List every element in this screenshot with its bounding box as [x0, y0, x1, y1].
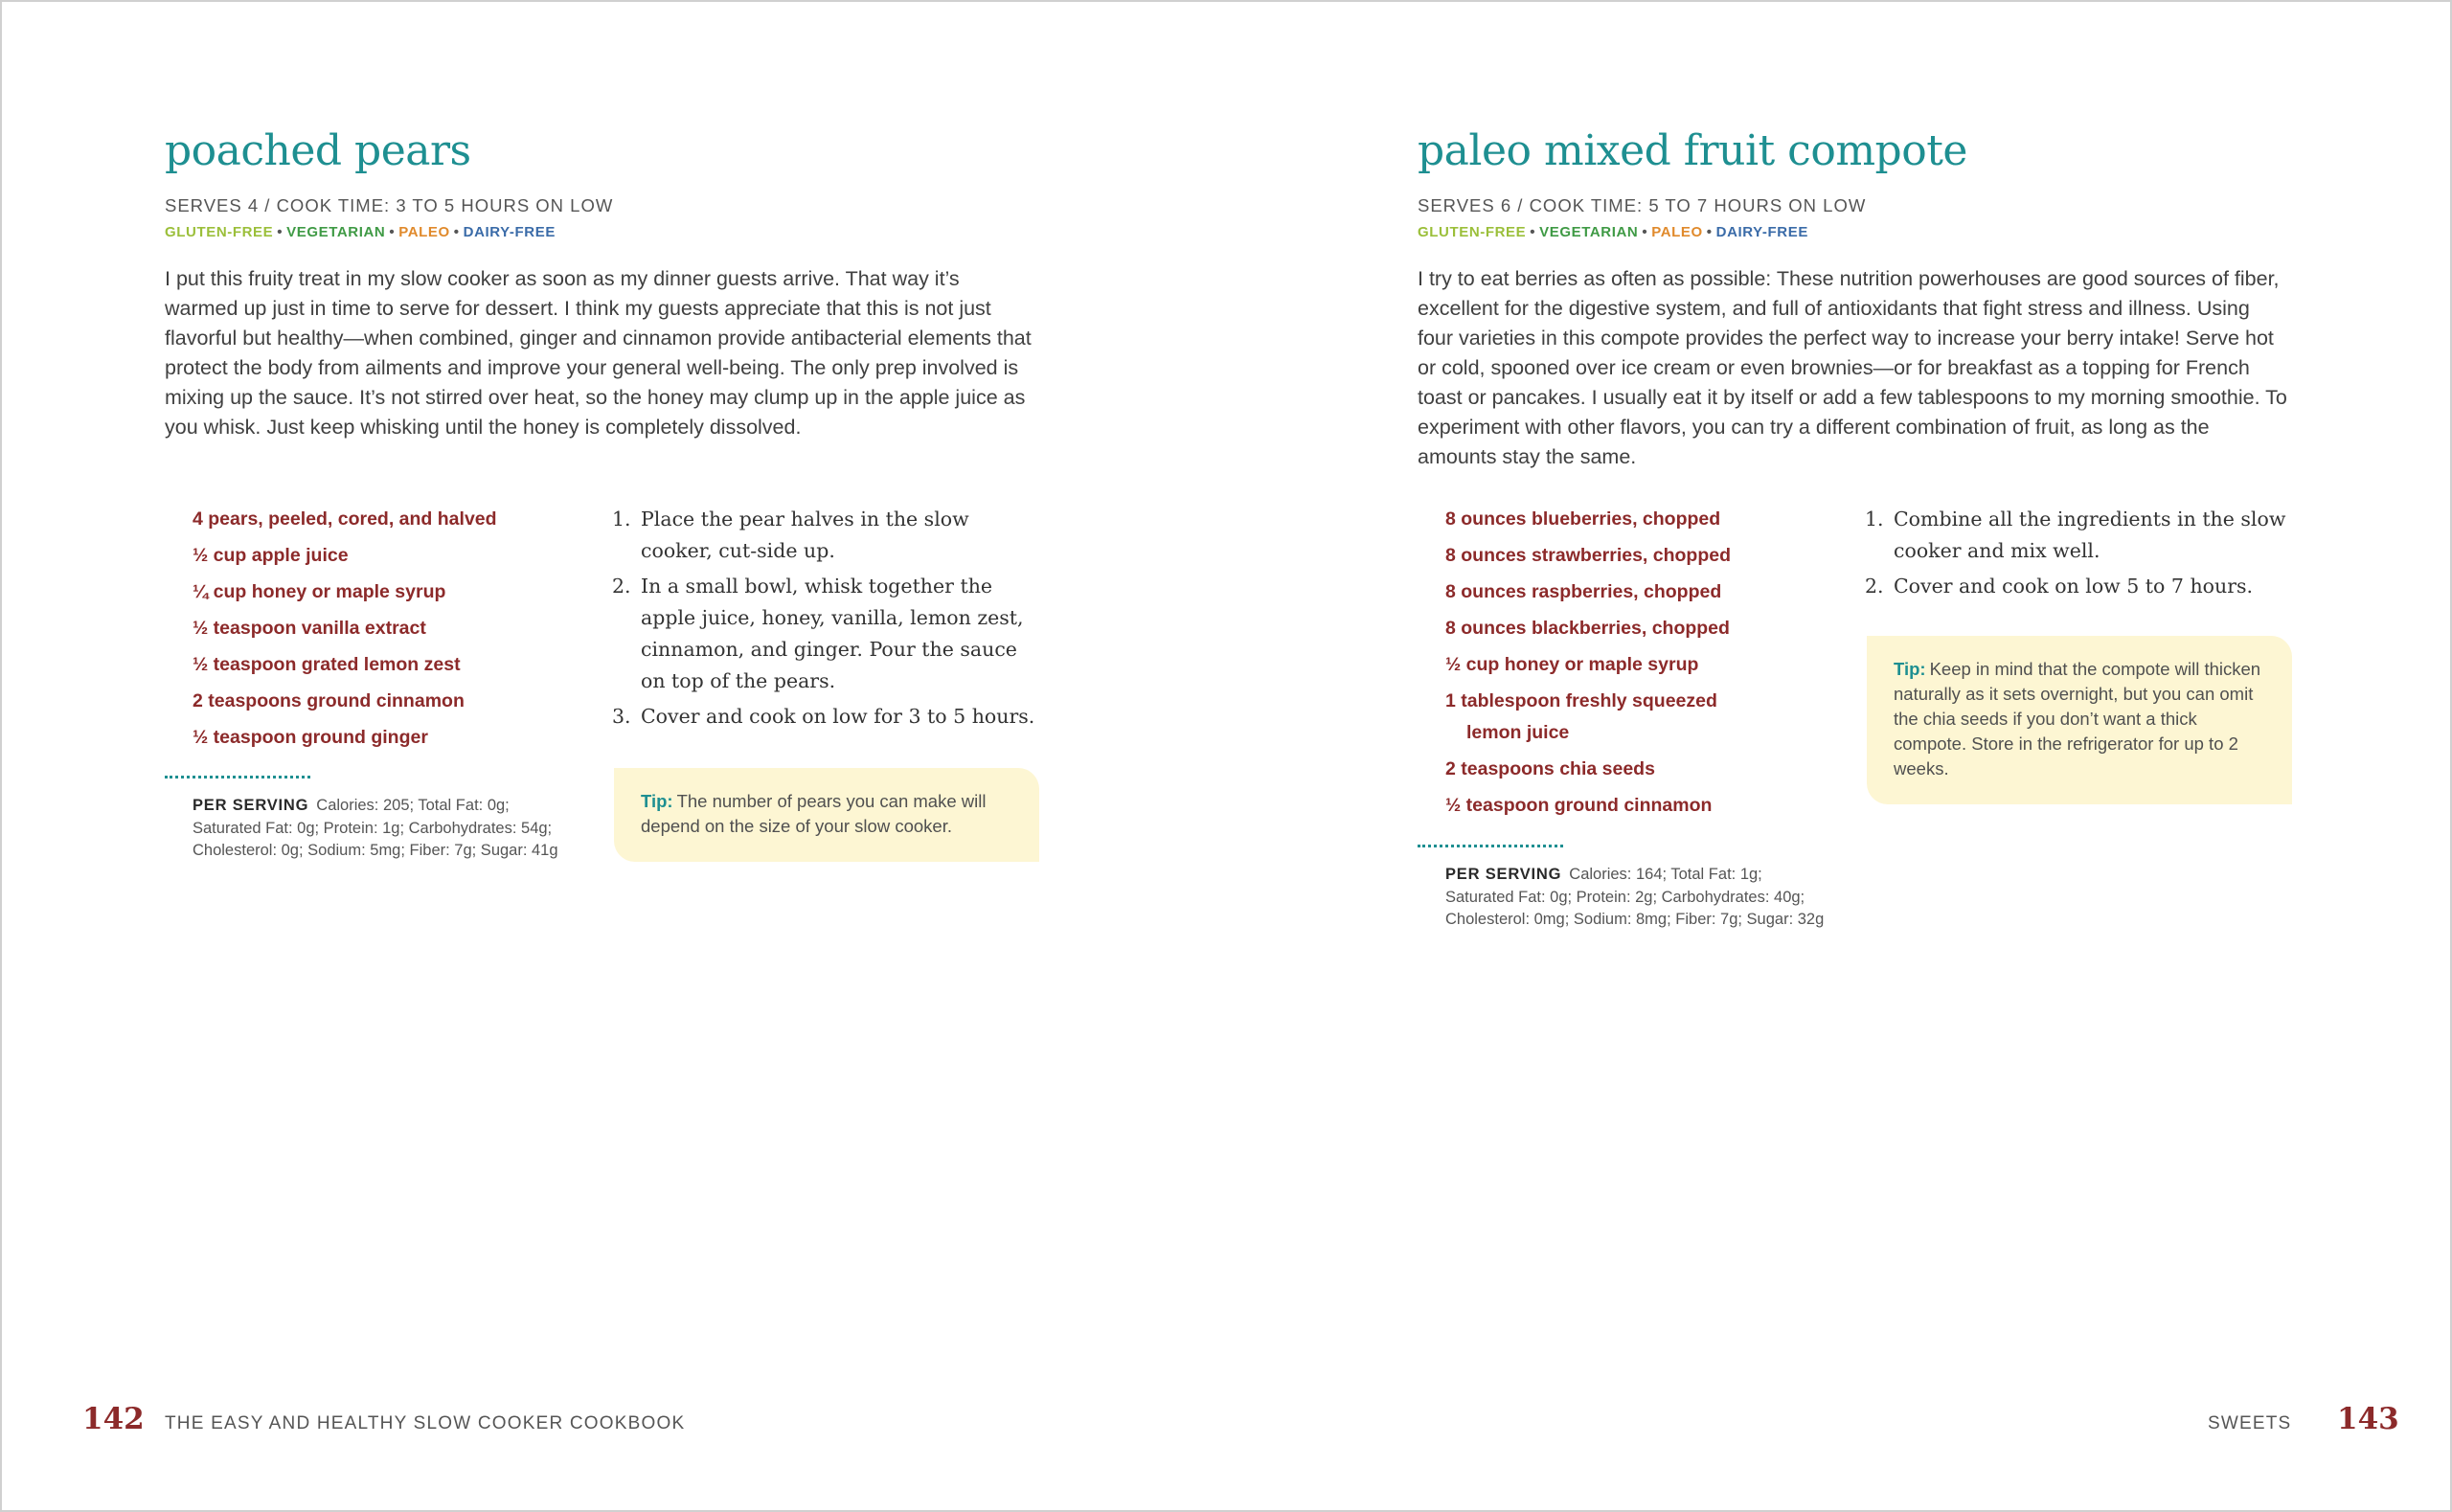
nutrition-info [193, 795, 576, 863]
nutrition-info [1445, 864, 1828, 932]
ingredient-item: ½ cup apple juice [193, 545, 349, 566]
tip-label: Tip: [1894, 659, 1926, 679]
tip-text: Keep in mind that the compote will thicken naturally as it sets overnight, but you can omit the chia seeds if you don’t want a thick compote. Store in the refrigerator for up to 2 weeks. [1894, 659, 2261, 779]
diet-tags: GLUTEN-FREE • VEGETARIAN • PALEO • DAIRY-FREE [165, 224, 556, 240]
tip-box [614, 768, 1039, 862]
ingredient-item: 1 tablespoon freshly squeezed lemon juice [1445, 690, 1717, 743]
ingredient-item: ½ teaspoon ground cinnamon [1445, 795, 1713, 816]
tag-gluten-free: GLUTEN-FREE [165, 224, 274, 240]
recipe-title: paleo mixed fruit compote [1418, 126, 1967, 175]
running-footer-left: THE EASY AND HEALTHY SLOW COOKER COOKBOOK [165, 1413, 686, 1433]
left-page [165, 2, 1046, 1512]
ingredient-item: 8 ounces blackberries, chopped [1445, 618, 1730, 639]
ingredient-item: ½ teaspoon vanilla extract [193, 618, 426, 639]
recipe-intro: I try to eat berries as often as possible: These nutrition powerhouses are good sources of fiber, excellent for the digestive system, and full of antioxidants that fight stress and illness. Using four varieties in this compote provides the perfect way to increase your berry intake! Serve hot or cold, spooned over ice cream or even brownies—or for breakfast as a topping for French toast or pancakes. I usually eat it by itself or add a few tablespoons to my morning smoothie. To experiment with other flavors, you can try a different combination of fruit, as long as the amounts stay the same. [1418, 267, 2287, 468]
diet-tags: GLUTEN-FREE • VEGETARIAN • PALEO • DAIRY-FREE [1418, 224, 1808, 240]
nutrition-values: Calories: 164; Total Fat: 1g; Saturated Fat: 0g; Protein: 2g; Carbohydrates: 40g; Cholesterol: 0mg; Sodium: 8mg; Fiber: 7g; Sugar: 32g [1445, 866, 1825, 928]
running-footer-right: SWEETS [2208, 1413, 2292, 1433]
nutrition-values: Calories: 205; Total Fat: 0g; Saturated Fat: 0g; Protein: 1g; Carbohydrates: 54g; Cholesterol: 0g; Sodium: 5mg; Fiber: 7g; Sugar: 41g [193, 797, 558, 859]
ingredient-item: 8 ounces blueberries, chopped [1445, 508, 1721, 530]
tip-text: The number of pears you can make will depend on the size of your slow cooker. [641, 791, 987, 836]
tag-vegetarian: VEGETARIAN [1539, 224, 1639, 240]
right-page [1418, 2, 2299, 1512]
tag-paleo: PALEO [398, 224, 450, 240]
ingredient-item: ½ teaspoon ground ginger [193, 727, 428, 748]
step-item: 1. Place the pear halves in the slow cooker, cut-side up. [612, 508, 969, 562]
recipe-meta: SERVES 6 / COOK TIME: 5 TO 7 HOURS ON LOW [1418, 195, 1867, 215]
ingredient-list [1445, 504, 1828, 826]
recipe-title: poached pears [165, 126, 471, 175]
step-item: 2. In a small bowl, whisk together the apple juice, honey, vanilla, lemon zest, cinnamon, and ginger. Pour the sauce on top of the pears. [612, 575, 1024, 692]
ingredient-item: 2 teaspoons ground cinnamon [193, 690, 465, 711]
nutrition-label: PER SERVING [193, 797, 309, 814]
nutrition-label: PER SERVING [1445, 866, 1562, 883]
tag-vegetarian: VEGETARIAN [286, 224, 386, 240]
dotted-divider [1418, 845, 1563, 847]
ingredient-item: 4 pears, peeled, cored, and halved [193, 508, 497, 530]
ingredient-item: 8 ounces raspberries, chopped [1445, 581, 1722, 602]
step-item: 2. Cover and cook on low 5 to 7 hours. [1865, 575, 2254, 598]
recipe-intro: I put this fruity treat in my slow cooker as soon as my dinner guests arrive. That way it’s warmed up just in time to serve for dessert. I think my guests appreciate that this is not just flavorful but healthy—when combined, ginger and cinnamon provide antibacterial elements that protect the body from ailments and improve your general well-being. The only prep involved is mixing up the sauce. It’s not stirred over heat, so the honey may clump up in the apple juice as you whisk. Just keep whisking until the honey is completely dissolved. [165, 267, 1032, 439]
tag-gluten-free: GLUTEN-FREE [1418, 224, 1527, 240]
recipe-meta: SERVES 4 / COOK TIME: 3 TO 5 HOURS ON LOW [165, 195, 614, 215]
tip-box [1867, 636, 2292, 804]
dotted-divider [165, 776, 310, 779]
tag-dairy-free: DAIRY-FREE [463, 224, 556, 240]
step-item: 1. Combine all the ingredients in the slow cooker and mix well. [1865, 508, 2286, 562]
ingredient-item: ½ cup honey or maple syrup [1445, 654, 1699, 675]
ingredient-item: ½ teaspoon grated lemon zest [193, 654, 461, 675]
ingredient-item: ¼ cup honey or maple syrup [193, 581, 446, 602]
ingredient-list [193, 504, 576, 758]
instruction-steps [612, 504, 1043, 736]
step-item: 3. Cover and cook on low for 3 to 5 hours. [612, 705, 1035, 728]
ingredient-item: 8 ounces strawberries, chopped [1445, 545, 1732, 566]
tag-dairy-free: DAIRY-FREE [1715, 224, 1808, 240]
tag-paleo: PALEO [1651, 224, 1703, 240]
tip-label: Tip: [641, 791, 673, 811]
page-number-right: 143 [2337, 1402, 2399, 1436]
instruction-steps [1865, 504, 2296, 606]
ingredient-item: 2 teaspoons chia seeds [1445, 758, 1655, 779]
page-number-left: 142 [82, 1402, 145, 1436]
